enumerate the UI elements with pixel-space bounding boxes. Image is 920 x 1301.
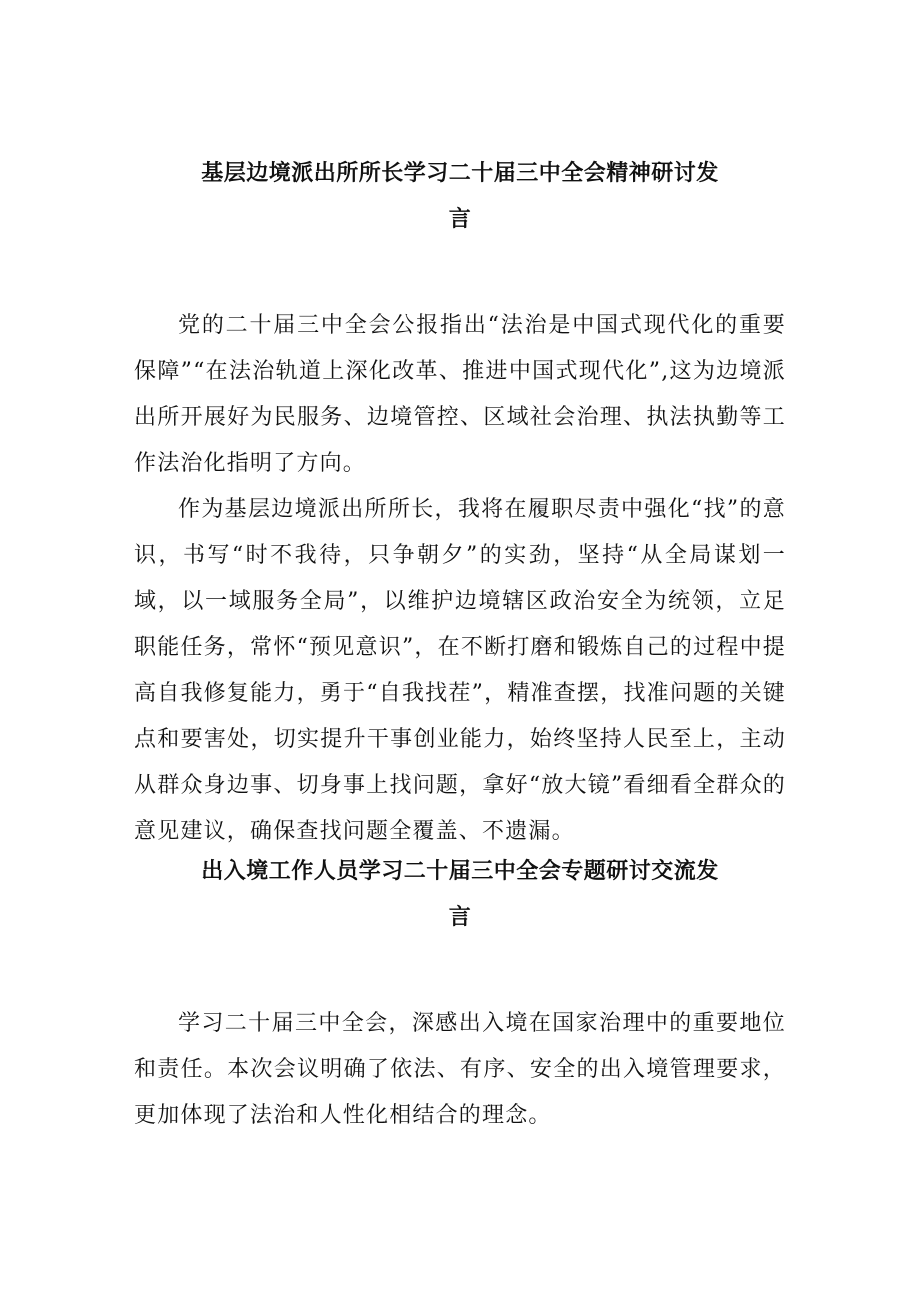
title-line-1: 出入境工作人员学习二十届三中全会专题研讨交流发 (201, 858, 719, 884)
section-body (134, 303, 786, 855)
title-line-1: 基层边境派出所所长学习二十届三中全会精神研讨发 (201, 160, 719, 186)
title-line-2: 言 (448, 904, 472, 930)
body-paragraph: 学习二十届三中全会，深感出入境在国家治理中的重要地位和责任。本次会议明确了依法、有序、安全的出入境管理要求，更加体现了法治和人性化相结合的理念。 (134, 1011, 786, 1128)
section-body (134, 1001, 786, 1139)
section-title (134, 848, 786, 940)
body-paragraph: 党的二十届三中全会公报指出“法治是中国式现代化的重要保障”“在法治轨道上深化改革、推进中国式现代化”,这为边境派出所开展好为民服务、边境管控、区域社会治理、执法执勤等工作法治化指明了方向。 (134, 313, 786, 476)
speech-section-2 (134, 848, 786, 1139)
section-title (134, 150, 786, 242)
speech-section-1 (134, 150, 786, 855)
title-line-2: 言 (448, 206, 472, 232)
body-paragraph: 作为基层边境派出所所长，我将在履职尽责中强化“找”的意识，书写“时不我待，只争朝夕”的实劲，坚持“从全局谋划一域，以一域服务全局”，以维护边境辖区政治安全为统领，立足职能任务，常怀“预见意识”，在不断打磨和锻炼自己的过程中提高自我修复能力，勇于“自我找茬”，精准查摆，找准问题的关键点和要害处，切实提升干事创业能力，始终坚持人民至上，主动从群众身边事、切身事上找问题，拿好“放大镜”看细看全群众的意见建议，确保查找问题全覆盖、不遗漏。 (134, 497, 786, 844)
